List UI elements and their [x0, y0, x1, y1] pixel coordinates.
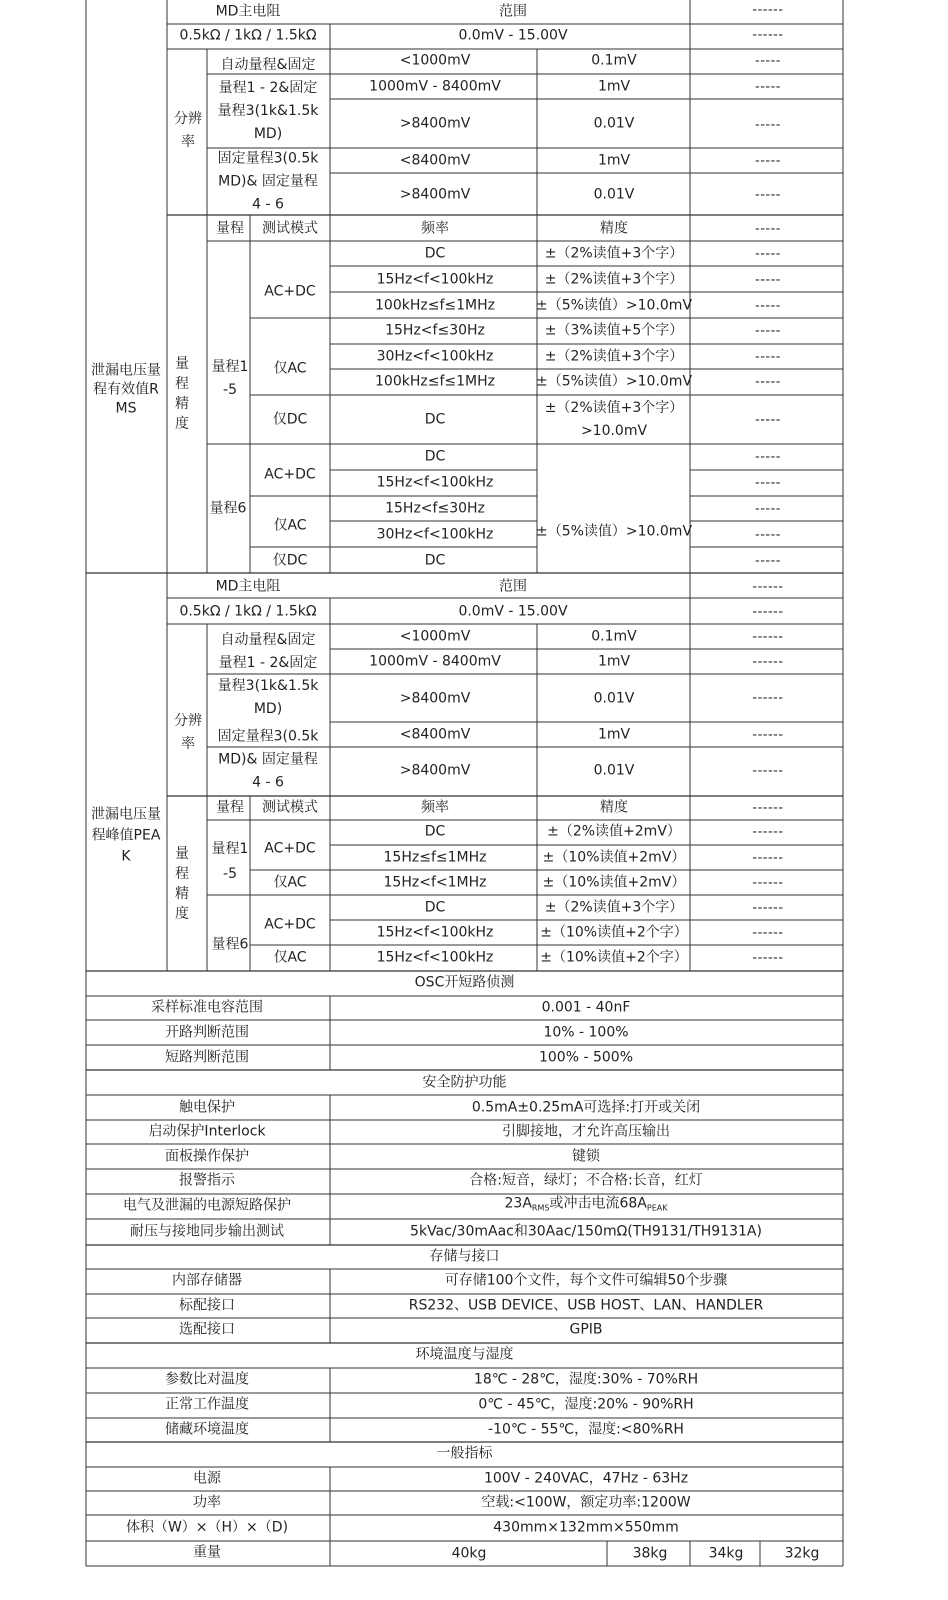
cell-text: AC+DC	[264, 466, 316, 483]
dash-placeholder: -----	[755, 79, 781, 95]
cell-text: 固定量程3(0.5kMD)& 固定量程4 - 6	[217, 728, 319, 791]
spec-value: 0.5mA±0.25mA可选择:打开或关闭	[471, 1099, 701, 1116]
spec-value: 5kVac/30mAac和30Aac/150mΩ(TH9131/TH9131A)	[410, 1223, 762, 1240]
cell-text: ±（10%读值+2个字）	[540, 924, 688, 941]
cell-text: 量程1-5	[211, 359, 249, 398]
dash-placeholder: ------	[752, 2, 784, 18]
spec-value: GPIB	[569, 1321, 603, 1338]
dash-placeholder: ------	[752, 579, 784, 595]
cell-text: 30Hz<f<100kHz	[376, 348, 494, 365]
dash-placeholder: ------	[752, 800, 784, 816]
spec-value: 100% - 500%	[538, 1049, 634, 1066]
spec-label: 功率	[193, 1494, 221, 1511]
dash-placeholder: -----	[755, 323, 781, 339]
cell-text: 频率	[421, 799, 449, 816]
cell-text: 分辨率	[174, 713, 202, 752]
cell-text: ±（5%读值）>10.0mV	[535, 523, 693, 540]
spec-value: $23A_{RMS}$或冲击电流$68A_{PEAK}$	[504, 1195, 668, 1213]
cell-text: ±（5%读值）>10.0mV	[535, 373, 693, 390]
spec-label: 参数比对温度	[165, 1371, 249, 1388]
cell-text: 量程精度	[175, 356, 189, 432]
cell-text: 仅AC	[273, 949, 307, 966]
spec-label: 内部存储器	[172, 1272, 242, 1289]
cell-text: >8400mV	[399, 115, 471, 132]
spec-label: 标配接口	[179, 1297, 235, 1314]
cell-text: 15Hz<f≤30Hz	[385, 500, 485, 517]
cell-text: 量程6	[211, 936, 249, 953]
spec-value: 430mm×132mm×550mm	[493, 1519, 679, 1536]
cell-text: 15Hz<f<100kHz	[376, 924, 494, 941]
cell-text: 自动量程&固定量程1 - 2&固定量程3(1k&1.5kMD)	[217, 57, 319, 142]
cell-text: 15Hz<f<100kHz	[376, 271, 494, 288]
dash-placeholder: ------	[752, 824, 784, 840]
dash-placeholder: ------	[752, 950, 784, 966]
spec-label: 耐压与接地同步输出测试	[130, 1223, 284, 1240]
section-title: 安全防护功能	[422, 1074, 507, 1091]
cell-text: ±（2%读值+3个字）	[544, 271, 684, 288]
cell-text: 0.0mV - 15.00V	[458, 27, 568, 44]
cell-text: 0.01V	[593, 762, 635, 779]
section-title: 环境温度与湿度	[415, 1346, 514, 1363]
dash-placeholder: ------	[752, 763, 784, 779]
cell-text: 量程6	[209, 500, 247, 517]
cell-text: ±（2%读值+3个字）	[544, 899, 684, 916]
dash-placeholder: -----	[755, 475, 781, 491]
dash-placeholder: ------	[752, 690, 784, 706]
cell-text: 15Hz≤f≤1MHz	[383, 849, 487, 866]
dash-placeholder: ------	[752, 727, 784, 743]
cell-text: 分辨率	[174, 111, 202, 150]
spec-label: 体积（W）×（H）×（D)	[125, 1519, 289, 1536]
cell-text: 15Hz<f≤30Hz	[385, 322, 485, 339]
cell-text: ±（3%读值+5个字）	[544, 322, 684, 339]
cell-text: 范围	[499, 3, 527, 20]
dash-placeholder: -----	[755, 298, 781, 314]
spec-label: 面板操作保护	[165, 1148, 249, 1165]
dash-placeholder: -----	[755, 553, 781, 569]
cell-text: 仅AC	[273, 360, 307, 377]
cell-text: 精度	[600, 799, 628, 816]
cell-text: 仅AC	[273, 517, 307, 534]
dash-placeholder: ------	[752, 629, 784, 645]
cell-text: 0.5kΩ / 1kΩ / 1.5kΩ	[179, 27, 317, 44]
cell-text: ±（10%读值+2mV）	[542, 849, 686, 866]
cell-text: 1mV	[597, 152, 631, 169]
cell-text: 0.1mV	[591, 52, 637, 69]
cell-text: 测试模式	[262, 799, 318, 816]
cell-text: AC+DC	[264, 283, 316, 300]
cell-text: >8400mV	[399, 690, 471, 707]
cell-text: 0.01V	[593, 115, 635, 132]
cell-text: 范围	[499, 578, 527, 595]
spec-label: 启动保护Interlock	[148, 1123, 266, 1140]
spec-value: 10% - 100%	[543, 1024, 629, 1041]
spec-label: 电源	[193, 1470, 221, 1487]
spec-label: 采样标准电容范围	[151, 999, 263, 1016]
dash-placeholder: ------	[752, 925, 784, 941]
dash-placeholder: -----	[755, 153, 781, 169]
cell-text: 0.5kΩ / 1kΩ / 1.5kΩ	[179, 603, 317, 620]
cell-text: ±（2%读值+3个字）	[544, 245, 684, 262]
cell-text: <8400mV	[399, 152, 471, 169]
weight-value: 34kg	[708, 1545, 744, 1562]
dash-placeholder: -----	[755, 374, 781, 390]
cell-text: AC+DC	[264, 916, 316, 933]
cell-text: MD主电阻	[215, 578, 281, 595]
cell-text: <8400mV	[399, 726, 471, 743]
dash-placeholder: ------	[752, 654, 784, 670]
dash-placeholder: -----	[755, 349, 781, 365]
spec-value: 100V - 240VAC，47Hz - 63Hz	[483, 1470, 689, 1487]
spec-label: 选配接口	[179, 1321, 235, 1338]
cell-text: 精度	[600, 220, 628, 237]
spec-value: 引脚接地，才允许高压输出	[502, 1123, 670, 1140]
dash-placeholder: -----	[755, 412, 781, 428]
cell-text: AC+DC	[264, 840, 316, 857]
spec-value: 键锁	[572, 1148, 600, 1165]
cell-text: 量程	[216, 220, 244, 237]
weight-value: 38kg	[632, 1545, 668, 1562]
spec-value: 合格:短音，绿灯；不合格:长音，红灯	[469, 1172, 703, 1189]
spec-value: 可存储100个文件，每个文件可编辑50个步骤	[444, 1272, 728, 1289]
spec-value: 空载:<100W，额定功率:1200W	[481, 1494, 691, 1511]
cell-text: 0.01V	[593, 186, 635, 203]
spec-label: 开路判断范围	[165, 1024, 249, 1041]
cell-text: 1mV	[597, 78, 631, 95]
cell-text: >8400mV	[399, 186, 471, 203]
cell-text: ±（10%读值+2mV）	[542, 874, 686, 891]
cell-text: 30Hz<f<100kHz	[376, 526, 494, 543]
spec-label: 重量	[193, 1544, 221, 1561]
dash-placeholder: -----	[755, 246, 781, 262]
dash-placeholder: ------	[752, 604, 784, 620]
cell-text: 仅AC	[273, 874, 307, 891]
cell-text: MD主电阻	[215, 3, 281, 20]
cell-text: 1000mV - 8400mV	[369, 653, 501, 670]
cell-text: <1000mV	[399, 628, 471, 645]
cell-text: 100kHz≤f≤1MHz	[375, 373, 495, 390]
cell-text: 量程精度	[175, 846, 189, 922]
spec-label: 触电保护	[179, 1099, 235, 1116]
cell-text: 100kHz≤f≤1MHz	[375, 297, 495, 314]
cell-text: DC	[424, 899, 446, 916]
section-title: 存储与接口	[429, 1248, 500, 1265]
cell-text: 固定量程3(0.5kMD)& 固定量程4 - 6	[217, 150, 319, 213]
cell-text: DC	[424, 245, 446, 262]
cell-text: 15Hz<f<100kHz	[376, 949, 494, 966]
cell-text: DC	[424, 448, 446, 465]
dash-placeholder: -----	[755, 272, 781, 288]
dash-placeholder: ------	[752, 900, 784, 916]
dash-placeholder: ------	[752, 850, 784, 866]
dash-placeholder: -----	[755, 187, 781, 203]
dash-placeholder: -----	[755, 221, 781, 237]
weight-value: 32kg	[784, 1545, 820, 1562]
cell-text: 频率	[421, 220, 449, 237]
cell-text: ±（2%读值+3个字）>10.0mV	[544, 400, 684, 439]
cell-text: 仅DC	[272, 552, 308, 569]
spec-label: 储藏环境温度	[165, 1421, 249, 1438]
cell-text: 1mV	[597, 653, 631, 670]
cell-text: 1000mV - 8400mV	[369, 78, 501, 95]
cell-text: >8400mV	[399, 762, 471, 779]
spec-value: -10℃ - 55℃，湿度:<80%RH	[488, 1421, 684, 1438]
cell-text: 15Hz<f<100kHz	[376, 474, 494, 491]
spec-value: 0℃ - 45℃，湿度:20% - 90%RH	[478, 1396, 694, 1413]
spec-value: 0.001 - 40nF	[541, 999, 631, 1016]
cell-text: 量程	[216, 799, 244, 816]
spec-value: RS232、USB DEVICE、USB HOST、LAN、HANDLER	[408, 1297, 764, 1314]
cell-text: 0.01V	[593, 690, 635, 707]
spec-value: 18℃ - 28℃，湿度:30% - 70%RH	[473, 1371, 699, 1388]
cell-text: ±（2%读值+2mV）	[547, 823, 681, 840]
cell-text: <1000mV	[399, 52, 471, 69]
section-title: 一般指标	[436, 1445, 493, 1462]
section-title: OSC开短路侦测	[414, 974, 515, 991]
dash-placeholder: ------	[752, 875, 784, 891]
cell-text: 测试模式	[262, 220, 318, 237]
cell-text: 1mV	[597, 726, 631, 743]
section-label-peak: 泄漏电压量程峰值PEAK	[91, 806, 161, 865]
weight-value: 40kg	[451, 1545, 487, 1562]
spec-label: 报警指示	[179, 1172, 235, 1189]
cell-text: ±（2%读值+3个字）	[544, 348, 684, 365]
cell-text: DC	[424, 411, 446, 428]
dash-placeholder: -----	[755, 53, 781, 69]
cell-text: 量程1-5	[211, 841, 249, 882]
cell-text: DC	[424, 552, 446, 569]
spec-label: 短路判断范围	[165, 1049, 249, 1066]
dash-placeholder: -----	[755, 449, 781, 465]
dash-placeholder: -----	[755, 527, 781, 543]
cell-text: 15Hz<f<1MHz	[383, 874, 487, 891]
spec-label: 电气及泄漏的电源短路保护	[123, 1197, 291, 1214]
cell-text: 自动量程&固定量程1 - 2&固定量程3(1k&1.5kMD)	[217, 632, 319, 717]
cell-text: 0.0mV - 15.00V	[458, 603, 568, 620]
section-label-rms: 泄漏电压量程有效值RMS	[91, 362, 161, 417]
dash-placeholder: ------	[752, 27, 784, 43]
cell-text: DC	[424, 823, 446, 840]
dash-placeholder: -----	[755, 117, 781, 133]
dash-placeholder: -----	[755, 501, 781, 517]
cell-text: 0.1mV	[591, 628, 637, 645]
spec-label: 正常工作温度	[165, 1396, 249, 1413]
cell-text: 仅DC	[272, 411, 308, 428]
cell-text: ±（10%读值+2个字）	[540, 949, 688, 966]
cell-text: ±（5%读值）>10.0mV	[535, 297, 693, 314]
